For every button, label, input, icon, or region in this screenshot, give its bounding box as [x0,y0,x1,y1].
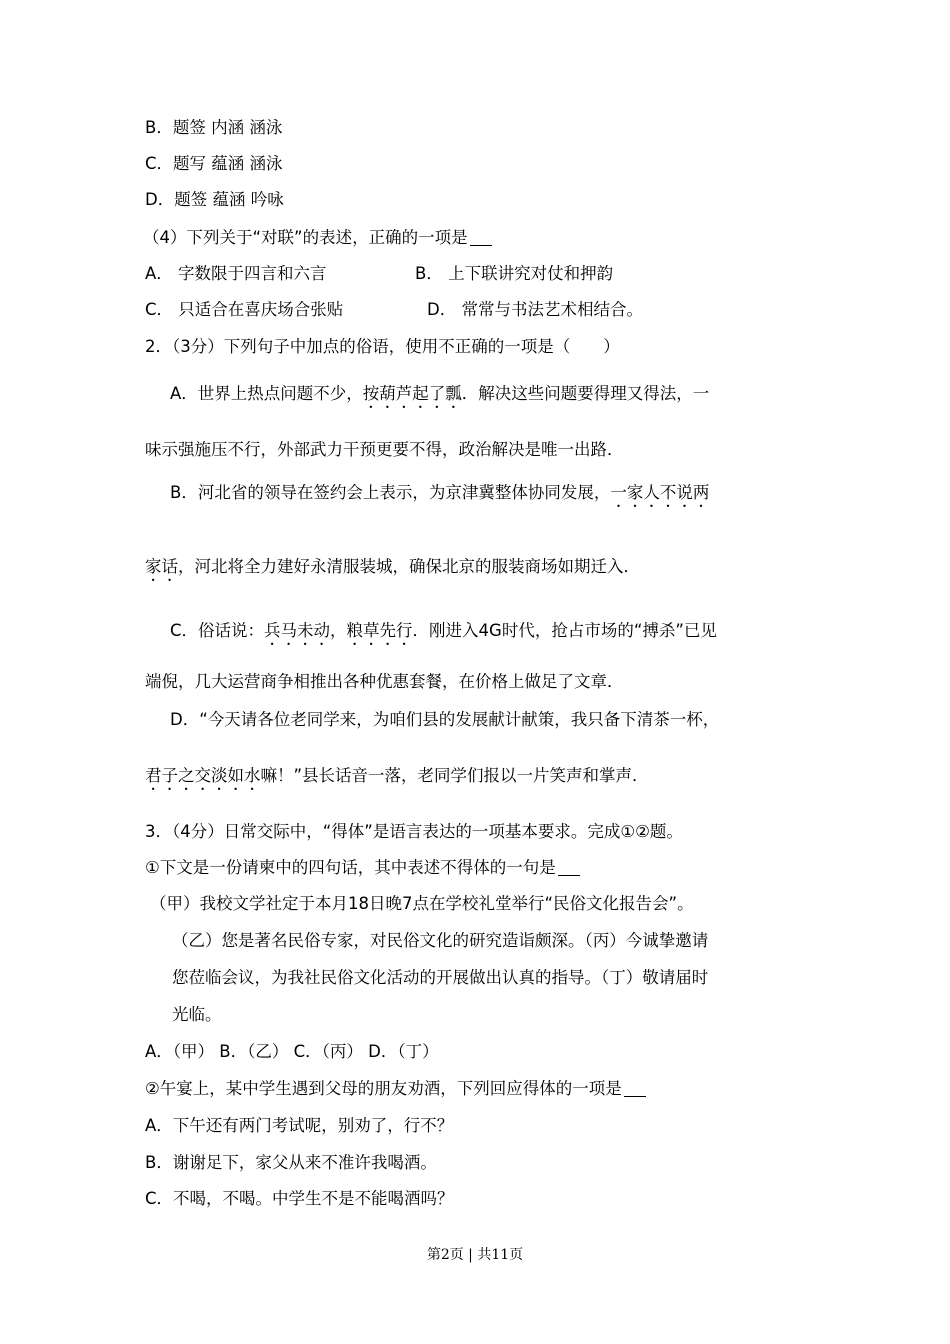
answer-blank [558,857,580,876]
q1-4-option-b: B． 上下联讲究对仗和押韵 [415,264,614,283]
text: 嘛！”县长话音一落，老同学们报以一片笑声和掌声． [260,766,649,785]
q2-option-d-line2 [145,764,649,794]
option-text: 题签 内涵 涵泳 [172,118,283,137]
q2-stem: 2．（3分）下列句子中加点的俗语，使用不正确的一项是（ ） [145,337,620,356]
option-text: 题签 蕴涵 吟咏 [174,190,284,209]
text: A．世界上热点问题不少， [170,384,363,403]
q3-sub2-option-a: A．下午还有两门考试呢，别劝了，行不？ [145,1116,454,1135]
answer-blank [624,1078,646,1097]
q3-passage-line3: 您莅临会议，为我社民俗文化活动的开展做出认真的指导。（丁）敬请届时 [172,968,709,987]
question-stem: （4）下列关于“对联”的表述，正确的一项是 [143,228,468,247]
option-text: 题写 蕴涵 涵泳 [173,154,283,173]
q3-sub2-option-c: C．不喝，不喝。中学生不是不能喝酒吗？ [145,1189,454,1208]
q1-option-c [145,152,283,176]
page-footer: 第2页 | 共11页 [426,1247,524,1263]
q1-4-option-a: A． 字数限于四言和六言 [145,264,327,283]
q3-sub2-option-b: B．谢谢足下，家父从来不准许我喝酒。 [145,1153,437,1172]
q1-option-d [145,188,284,212]
dotted-proverb: 一家人不说两 [610,483,710,502]
q3-stem: 3．（4分）日常交际中，“得体”是语言表达的一项基本要求。完成①②题。 [145,822,683,841]
q2-option-c-line1 [170,619,717,649]
q1-4-option-d: D． 常常与书法艺术相结合。 [427,300,643,319]
q2-option-b-line2 [145,555,640,585]
answer-blank [470,227,492,246]
q3-passage-line2: （乙）您是著名民俗专家，对民俗文化的研究造诣颇深。（丙）今诚挚邀请 [172,931,709,950]
text: ，河北将全力建好永清服装城，确保北京的服装商场如期迁入． [178,557,640,576]
question-stem: ①下文是一份请柬中的四句话，其中表述不得体的一句是 [145,858,556,877]
dotted-proverb: 家话 [145,557,178,576]
option-label: D． [145,190,175,209]
q3-sub1-options: A．（甲） B．（乙） C．（丙） D．（丁） [145,1042,439,1061]
q1-4-option-c: C． 只适合在喜庆场合张贴 [145,300,344,319]
q1-option-b [145,116,282,140]
q2-option-d-line1: D．“今天请各位老同学来，为咱们县的发展献计献策，我只备下清茶一杯， [170,710,720,729]
text: ．刚进入4G时代，抢占市场的“搏杀”已见 [412,621,717,640]
text: C．俗话说： [170,621,265,640]
q1-4-stem [143,226,492,250]
q3-sub2-stem [145,1077,646,1101]
q2-option-c-line2: 端倪，几大运营商争相推出各种优惠套餐，在价格上做足了文章． [145,672,624,691]
dotted-proverb: 君子之交淡如水 [145,766,261,785]
q3-sub1-stem [145,856,580,880]
option-label: C． [145,154,174,173]
option-label: B． [145,118,173,137]
q2-option-a-line1 [170,382,709,412]
dotted-proverb: 兵马未动，粮草先行 [264,621,413,640]
q3-passage-line1: （甲）我校文学社定于本月18日晚7点在学校礼堂举行“民俗文化报告会”。 [150,894,694,913]
question-stem: ②午宴上，某中学生遇到父母的朋友劝酒，下列回应得体的一项是 [145,1079,622,1098]
text: ．解决这些问题要得理又得法，一 [461,384,710,403]
q2-option-b-line1 [170,481,709,511]
text: B．河北省的领导在签约会上表示，为京津冀整体协同发展， [170,483,611,502]
q2-option-a-line2: 味示强施压不行，外部武力干预更要不得，政治解决是唯一出路． [145,440,624,459]
q3-passage-line4: 光临。 [172,1005,222,1024]
dotted-proverb: 按葫芦起了瓢 [362,384,462,403]
